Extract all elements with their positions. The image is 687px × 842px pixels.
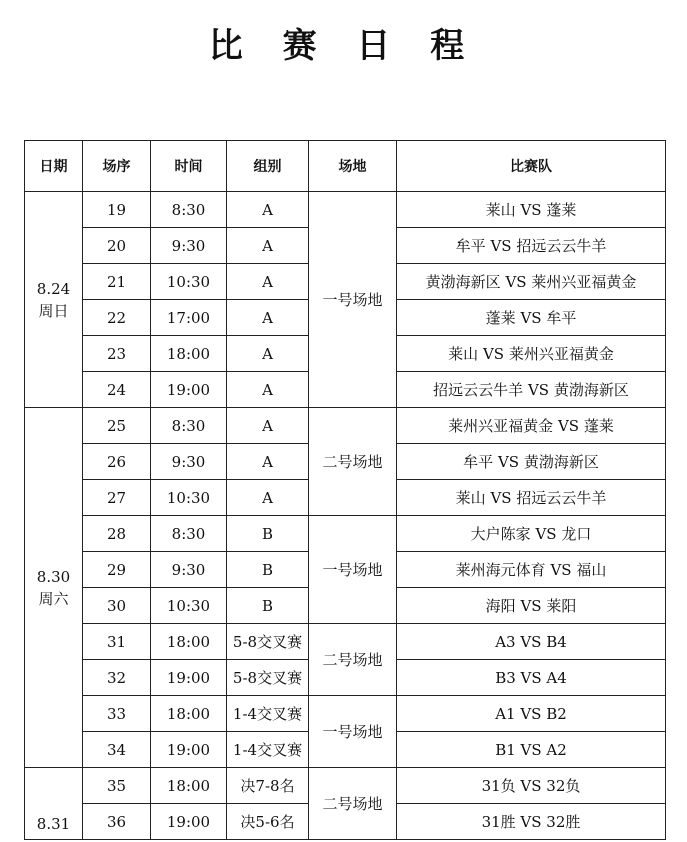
date-cell xyxy=(25,408,83,768)
match-teams: A3 VS B4 xyxy=(397,624,666,660)
match-number: 27 xyxy=(83,480,151,516)
table-row xyxy=(25,408,666,444)
match-group: A xyxy=(227,444,309,480)
match-group: B xyxy=(227,516,309,552)
date-weekday: 周六 xyxy=(38,589,69,608)
header-time: 时间 xyxy=(151,141,227,192)
match-group: A xyxy=(227,480,309,516)
header-teams: 比赛队 xyxy=(397,141,666,192)
match-teams: 海阳 VS 莱阳 xyxy=(397,588,666,624)
match-time: 18:00 xyxy=(151,768,227,804)
match-time: 8:30 xyxy=(151,192,227,228)
match-number: 36 xyxy=(83,804,151,840)
venue-cell: 一号场地 xyxy=(309,516,397,624)
match-teams: 招远云云牛羊 VS 黄渤海新区 xyxy=(397,372,666,408)
match-group: B xyxy=(227,552,309,588)
venue-cell: 二号场地 xyxy=(309,768,397,840)
match-time: 18:00 xyxy=(151,624,227,660)
venue-cell: 二号场地 xyxy=(309,408,397,516)
match-number: 20 xyxy=(83,228,151,264)
match-teams: B3 VS A4 xyxy=(397,660,666,696)
match-time: 19:00 xyxy=(151,732,227,768)
match-group: 1-4交叉赛 xyxy=(227,732,309,768)
date-cell xyxy=(25,192,83,408)
table-row xyxy=(25,768,666,804)
match-teams: A1 VS B2 xyxy=(397,696,666,732)
venue-cell: 一号场地 xyxy=(309,696,397,768)
header-venue: 场地 xyxy=(309,141,397,192)
match-teams: 莱州海元体育 VS 福山 xyxy=(397,552,666,588)
date-value: 8.30 xyxy=(36,567,71,586)
match-time: 10:30 xyxy=(151,264,227,300)
header-row xyxy=(25,141,666,192)
match-teams: 大户陈家 VS 龙口 xyxy=(397,516,666,552)
match-number: 24 xyxy=(83,372,151,408)
match-teams: 莱山 VS 蓬莱 xyxy=(397,192,666,228)
match-time: 8:30 xyxy=(151,408,227,444)
match-teams: 莱山 VS 招远云云牛羊 xyxy=(397,480,666,516)
match-group: A xyxy=(227,192,309,228)
match-group: 决7-8名 xyxy=(227,768,309,804)
match-group: A xyxy=(227,264,309,300)
match-number: 34 xyxy=(83,732,151,768)
match-group: 1-4交叉赛 xyxy=(227,696,309,732)
match-number: 25 xyxy=(83,408,151,444)
date-cell xyxy=(25,768,83,840)
match-teams: 蓬莱 VS 牟平 xyxy=(397,300,666,336)
match-number: 28 xyxy=(83,516,151,552)
date-value: 8.31 xyxy=(36,815,71,833)
match-time: 10:30 xyxy=(151,480,227,516)
header-num: 场序 xyxy=(83,141,151,192)
match-time: 9:30 xyxy=(151,444,227,480)
match-group: 5-8交叉赛 xyxy=(227,660,309,696)
match-teams: 牟平 VS 招远云云牛羊 xyxy=(397,228,666,264)
table-row xyxy=(25,192,666,228)
match-time: 19:00 xyxy=(151,660,227,696)
match-teams: 牟平 VS 黄渤海新区 xyxy=(397,444,666,480)
table-row xyxy=(25,516,666,552)
match-time: 10:30 xyxy=(151,588,227,624)
match-teams: 31胜 VS 32胜 xyxy=(397,804,666,840)
match-time: 9:30 xyxy=(151,228,227,264)
match-time: 8:30 xyxy=(151,516,227,552)
match-teams: 黄渤海新区 VS 莱州兴亚福黄金 xyxy=(397,264,666,300)
match-group: 5-8交叉赛 xyxy=(227,624,309,660)
date-value: 8.24 xyxy=(36,279,71,298)
match-number: 26 xyxy=(83,444,151,480)
match-group: A xyxy=(227,408,309,444)
match-number: 22 xyxy=(83,300,151,336)
match-number: 23 xyxy=(83,336,151,372)
match-group: B xyxy=(227,588,309,624)
match-time: 19:00 xyxy=(151,804,227,840)
match-number: 31 xyxy=(83,624,151,660)
match-time: 9:30 xyxy=(151,552,227,588)
match-teams: 莱山 VS 莱州兴亚福黄金 xyxy=(397,336,666,372)
match-time: 19:00 xyxy=(151,372,227,408)
match-group: A xyxy=(227,300,309,336)
match-number: 32 xyxy=(83,660,151,696)
match-teams: 31负 VS 32负 xyxy=(397,768,666,804)
table-row xyxy=(25,696,666,732)
match-group: A xyxy=(227,372,309,408)
match-number: 35 xyxy=(83,768,151,804)
match-teams: B1 VS A2 xyxy=(397,732,666,768)
header-group: 组别 xyxy=(227,141,309,192)
venue-cell: 一号场地 xyxy=(309,192,397,408)
table-row xyxy=(25,624,666,660)
match-time: 18:00 xyxy=(151,336,227,372)
match-time: 18:00 xyxy=(151,696,227,732)
match-group: A xyxy=(227,336,309,372)
date-weekday: 周日 xyxy=(38,301,69,320)
schedule-table xyxy=(24,140,666,840)
match-number: 29 xyxy=(83,552,151,588)
match-number: 30 xyxy=(83,588,151,624)
venue-cell: 二号场地 xyxy=(309,624,397,696)
match-number: 33 xyxy=(83,696,151,732)
match-group: A xyxy=(227,228,309,264)
page-title: 比 赛 日 程 xyxy=(208,26,479,66)
match-time: 17:00 xyxy=(151,300,227,336)
match-group: 决5-6名 xyxy=(227,804,309,840)
match-teams: 莱州兴亚福黄金 VS 蓬莱 xyxy=(397,408,666,444)
header-date: 日期 xyxy=(25,141,83,192)
match-number: 21 xyxy=(83,264,151,300)
match-number: 19 xyxy=(83,192,151,228)
